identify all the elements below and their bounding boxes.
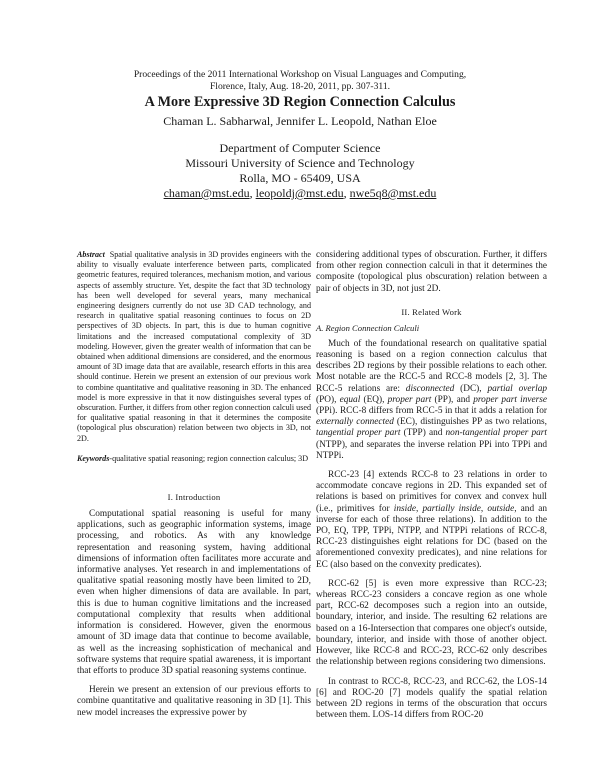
text-run: , and an inverse for each of those three relations). In addition to the PO, EQ, TPP, TPPi, NTPP, and NTPPi relations of RCC-8, RCC-23 distinguishes eight relations for DC (based on the aforementioned convexity predicates), and nine relations for EC (also based on the convexity predicates).	[316, 503, 548, 570]
section-heading-introduction: I. Introduction	[167, 492, 221, 503]
paper-title: A More Expressive 3D Region Connection Calculus	[144, 94, 456, 110]
email-separator: ,	[249, 186, 256, 200]
text-run: (NTPP), and separates the inverse relation PPi into TPPi and NTPPi.	[316, 439, 547, 461]
related-paragraph-4: In contrast to RCC-8, RCC-23, and RCC-62, the LOS-14 [6] and ROC-20 [7] models qualify the spatial relation between 2D regions in terms of the obscuration that occurs between them. LOS-14 differs from ROC-20	[316, 676, 547, 721]
text-run: (PO),	[316, 394, 340, 405]
keywords-text: qualitative spatial reasoning; region connection calculus; 3D	[112, 453, 309, 463]
term-tpp: tangential proper part	[316, 428, 401, 439]
email-list	[60, 186, 540, 201]
text-run: Much of the foundational research on qualitative spatial reasoning is based on a region connection calculus that describes 2D regions by their possible relations to each other. Most notable are the RCC-5 and RCC-8 models [2, 3]. The RCC-5 relations are:	[316, 338, 547, 394]
text-run: ,	[415, 503, 423, 514]
term-partially-inside: partially inside	[422, 503, 481, 514]
email-link-sabharwal[interactable]: chaman@mst.edu	[163, 186, 250, 200]
term-inside: inside	[393, 503, 416, 514]
proceedings-line-1: Proceedings of the 2011 International Workshop on Visual Languages and Computing,	[133, 69, 467, 80]
related-paragraph-1	[316, 339, 547, 462]
intro-paragraph-2: Herein we present an extension of our previous efforts to combine quantitative and qualitative reasoning in 3D [1]. This new model increases the expressive power by	[77, 685, 311, 718]
text-run: (PPi). RCC-8 differs from RCC-5 in that it adds a relation for	[316, 406, 547, 417]
email-separator: ,	[343, 186, 350, 200]
related-paragraph-3: RCC-62 [5] is even more expressive than RCC-23; whereas RCC-23 considers a concave region as one whole part, RCC-62 decomposes such a region into an outside, boundary, interior, and inside. The resulting 62 relations are based on a 16-Intersection that compares one object's outside, boundary, interior, and inside with those of another object. However, like RCC-8 and RCC-23, RCC-62 only describes the relationship between regions considering two dimensions.	[316, 578, 547, 668]
term-outside: outside	[487, 503, 515, 514]
abstract	[77, 250, 311, 444]
proceedings-line-2: Florence, Italy, Aug. 18-20, 2011, pp. 307-311.	[209, 81, 391, 92]
text-run: ,	[480, 503, 488, 514]
text-run: (EC), distinguishes PP as two relations,	[393, 417, 547, 428]
email-link-leopold[interactable]: leopoldj@mst.edu	[255, 186, 344, 200]
term-ntpp: non-tangential proper part	[445, 428, 548, 439]
term-ec: externally connected	[316, 417, 394, 428]
keywords	[77, 454, 311, 464]
abstract-text: Spatial qualitative analysis in 3D provides engineers with the ability to visually evaluate interference between parts, complicated geometric features, required tolerances, mechanism motion, and various aspects of assembly structure. Yet, despite the fact that 3D technology has been well developed for several years, many mechanical engineering designers currently do not use 3D CAD technology, and research in qualitative spatial reasoning continues to focus on 2D perspectives of 3D objects. In part, this is due to human cognitive limitations and the increased computational complexity of 3D modeling. However, given the greater wealth of information that can be obtained when additional dimensions are considered, and the enormous amount of 3D image data that are available, research efforts in this area should continue. Herein we present an extension of our previous work to combine quantitative and qualitative reasoning in 3D. The enhanced model is more expressive in that it now distinguishes several types of obscuration. Further, it differs from other region connection calculi used for qualitative spatial reasoning in that it determines the composite (topological plus obscuration) relation between two objects in 3D, not 2D.	[77, 250, 311, 443]
email-link-eloe[interactable]: nwe5q8@mst.edu	[349, 186, 437, 200]
term-pp: proper part	[387, 394, 432, 405]
paper-authors: Chaman L. Sabharwal, Jennifer L. Leopold, Nathan Eloe	[163, 114, 437, 128]
term-po: partial overlap	[487, 383, 547, 394]
abstract-label: Abstract	[77, 250, 105, 259]
intro-continuation: considering additional types of obscuration. Further, it differs from other region connection calculi in that it determines the composite (topological plus obscuration) relation between a pair of objects in 3D, not just 2D.	[316, 250, 547, 294]
text-run: RCC-23 [4] extends RCC-8 to 23 relations in order to accommodate concave regions in 2D. This expanded set of relations is based on primitives for convex and convex hull (i.e., primitives for	[316, 470, 547, 514]
term-ppi: proper part inverse	[473, 394, 547, 405]
keywords-label: Keywords-	[77, 453, 113, 463]
text-run: (PP), and	[431, 394, 474, 405]
text-run: (EQ),	[360, 394, 388, 405]
university: Missouri University of Science and Technology	[185, 156, 415, 170]
intro-paragraph-1: Computational spatial reasoning is useful for many applications, such as geographic information systems, image processing, and robotics. As with any knowledge representation and reasoning system, having additional dimensions of information often facilitates more accurate and informative analyses. Yet research in and implementations of qualitative spatial reasoning mostly have been limited to 2D, even when higher dimensions of data are available. In part, this is due to human cognitive limitations and the increased computational complexity that results when additional information is considered. However, given the enormous amount of 3D image data that continue to become available, as well as the increasing sophistication of mechanical and software systems that require spatial awareness, it is important that efforts to produce 3D spatial reasoning systems continue.	[77, 509, 311, 676]
left-column	[77, 250, 311, 719]
subsection-heading-rcc: A. Region Connection Calculi	[316, 322, 420, 333]
section-heading-related-work: II. Related Work	[401, 306, 462, 317]
proceedings-info	[60, 69, 540, 93]
affiliation-block	[60, 141, 540, 201]
text-run: (DC),	[454, 383, 488, 394]
right-column	[316, 250, 547, 721]
department: Department of Computer Science	[219, 141, 381, 155]
related-paragraph-2	[316, 470, 547, 571]
location: Rolla, MO - 65409, USA	[239, 171, 361, 185]
term-eq: equal	[339, 394, 361, 405]
term-dc: disconnected	[405, 383, 455, 394]
text-run: (TPP) and	[400, 428, 446, 439]
